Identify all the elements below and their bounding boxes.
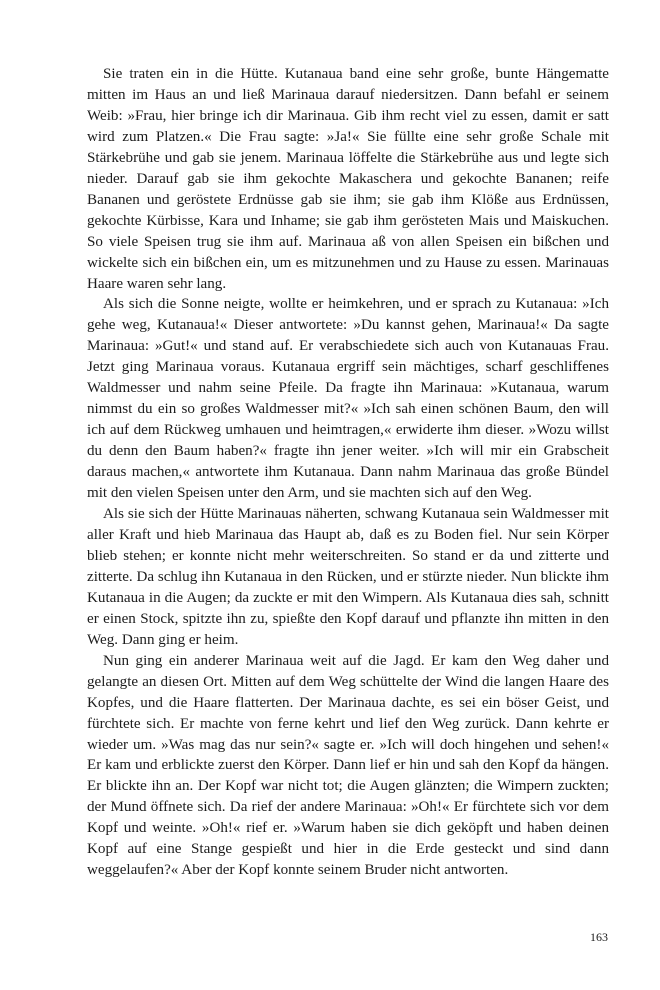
- paragraph: Als sich die Sonne neigte, wollte er heimkehren, und er sprach zu Kutanaua: »Ich gehe weg, Kutanaua!« Dieser antwortete: »Du kannst gehen, Marinaua!« Da sagte Marinaua: »Gut!« und stand auf. Er verabschiedete sich auch von Kutanauas Frau. Jetzt ging Marinaua voraus. Kutanaua ergriff sein mächtiges, scharf geschliffenes Waldmesser und nahm seine Pfeile. Da fragte ihn Marinaua: »Kutanaua, warum nimmst du ein so großes Waldmesser mit?« »Ich sah einen schönen Baum, den will ich auf dem Rückweg umhauen und heimtragen,« erwiderte ihm dieser. »Wozu willst du denn den Baum haben?« fragte ihn jener weiter. »Ich will mir ein Grabscheit daraus machen,« antwortete ihm Kutanaua. Dann nahm Marinaua das große Bündel mit den vielen Speisen unter den Arm, und sie machten sich auf den Weg.: [87, 296, 609, 502]
- paragraph: Nun ging ein anderer Marinaua weit auf die Jagd. Er kam den Weg daher und gelangte an diesen Ort. Mitten auf dem Weg schüttelte der Wind die langen Haare des Kopfes, und die Haare flatterten. Der Marinaua dachte, es sei ein böser Geist, und fürchtete sich. Er machte von ferne kehrt und lief den Weg zurück. Dann kehrte er wieder um. »Was mag das nur sein?« sagte er. »Ich will doch hingehen und sehen!« Er kam und erblickte zuerst den Körper. Dann lief er hin und sah den Kopf da hängen. Er blickte ihn an. Der Kopf war nicht tot; die Augen glänzten; die Wimpern zuckten; der Mund öffnete sich. Da rief der andere Marinaua: »Oh!« Er fürchtete sich vor dem Kopf und weinte. »Oh!« rief er. »Warum haben sie dich geköpft und haben deinen Kopf auf eine Stange gespießt und hier in die Erde gesteckt und sind dann weggelaufen?« Aber der Kopf konnte seinem Bruder nicht antworten.: [87, 652, 609, 879]
- page-body: [87, 64, 609, 881]
- paragraph: Als sie sich der Hütte Marinauas näherten, schwang Kutanaua sein Waldmesser mit aller Kraft und hieb Marinaua das Haupt ab, daß es zu Boden fiel. Nur sein Körper blieb stehen; er konnte nicht mehr weiterschreiten. So stand er da und zitterte und zitterte. Da schlug ihn Kutanaua in den Rücken, und er stürzte nieder. Nun blickte ihm Kutanaua in die Augen; da zuckte er mit den Wimpern. Als Kutanaua dies sah, schnitt er einen Stock, spitzte ihn zu, spießte den Kopf darauf und pflanzte ihn mitten in den Weg. Dann ging er heim.: [87, 506, 609, 648]
- paragraph: Sie traten ein in die Hütte. Kutanaua band eine sehr große, bunte Hängematte mitten im Haus an und ließ Marinaua darauf niedersitzen. Dann befahl er seinem Weib: »Frau, hier bringe ich dir Marinaua. Gib ihm recht viel zu essen, damit er satt wird zum Platzen.« Die Frau sagte: »Ja!« Sie füllte eine sehr große Schale mit Stärkebrühe und gab sie jenem. Marinaua löffelte die Stärkebrühe aus und legte sich nieder. Darauf gab sie ihm gekochte Makaschera und gekochte Bananen; reife Bananen und geröstete Erdnüsse gab sie ihm; sie gab ihm Klöße aus Erdnüssen, gekochte Kürbisse, Kara und Inhame; sie gab ihm gerösteten Mais und Maiskuchen. So viele Speisen trug sie ihm auf. Marinaua aß von allen Speisen ein bißchen und wickelte sich ein bißchen ein, um es mitzunehmen und zu Hause zu essen. Marinauas Haare waren sehr lang.: [87, 66, 609, 292]
- page-number: 163: [590, 930, 608, 944]
